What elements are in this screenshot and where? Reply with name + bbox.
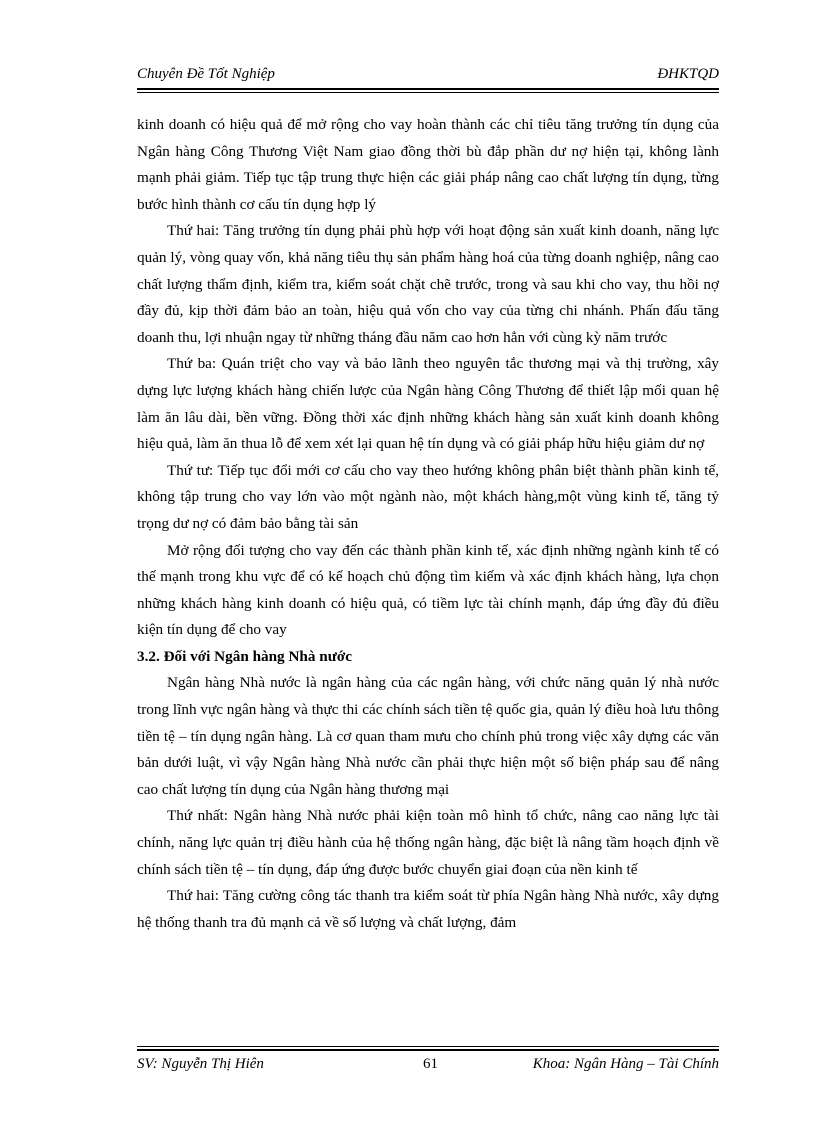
page-body — [137, 112, 719, 936]
footer-faculty: Khoa: Ngân Hàng – Tài Chính — [532, 1056, 719, 1072]
paragraph: kinh doanh có hiệu quả để mở rộng cho vay hoàn thành các chỉ tiêu tăng trưởng tín dụng của Ngân hàng Công Thương Việt Nam giao đồng thời bù đắp phần dư nợ hiện tại, không lành mạnh phải giảm. Tiếp tục tập trung thực hiện các giải pháp nâng cao chất lượng tín dụng, từng bước hình thành cơ cấu tín dụng hợp lý — [137, 116, 719, 213]
footer-rule-thin — [137, 1046, 719, 1047]
page-footer — [137, 1056, 719, 1076]
footer-student: SV: Nguyễn Thị Hiên — [137, 1056, 264, 1072]
footer-rule — [137, 1049, 719, 1051]
paragraph: Thứ tư: Tiếp tục đổi mới cơ cấu cho vay theo hướng không phân biệt thành phần kinh tế, không tập trung cho vay lớn vào một ngành nào, một khách hàng,một vùng kinh tế, tăng tỷ trọng dư nợ có đảm bảo bằng tài sản — [137, 461, 719, 532]
paragraph: Thứ hai: Tăng trưởng tín dụng phải phù hợp với hoạt động sản xuất kinh doanh, năng lực quản lý, vòng quay vốn, khả năng tiêu thụ sản phẩm hàng hoá của từng doanh nghiệp, nâng cao chất lượng thẩm định, kiểm tra, kiểm soát chặt chẽ trước, trong và sau khi cho vay, thu hồi nợ đầy đủ, kịp thời đảm bảo an toàn, hiệu quả vốn cho vay của từng chi nhánh. Phấn đấu tăng doanh thu, lợi nhuận ngay từ những tháng đầu năm cao hơn hẳn với cùng kỳ năm trước — [137, 222, 719, 346]
paragraph: Thứ hai: Tăng cường công tác thanh tra kiểm soát từ phía Ngân hàng Nhà nước, xây dựng hệ thống thanh tra đủ mạnh cả về số lượng và chất lượng, đảm — [137, 887, 719, 931]
paragraph: Thứ nhất: Ngân hàng Nhà nước phải kiện toàn mô hình tổ chức, nâng cao năng lực tài chính, năng lực quản trị điều hành của hệ thống ngân hàng, đặc biệt là nâng tầm hoạch định về chính sách tiền tệ – tín dụng, đáp ứng được bước chuyển giai đoạn của nền kinh tế — [137, 807, 719, 878]
paragraph: Thứ ba: Quán triệt cho vay và bảo lãnh theo nguyên tắc thương mại và thị trường, xây dựng lực lượng khách hàng chiến lược của Ngân hàng Công Thương để thiết lập mối quan hệ làm ăn lâu dài, bền vững. Đồng thời xác định những khách hàng sản xuất kinh doanh không hiệu quả, làm ăn thua lỗ để xem xét lại quan hệ tín dụng và có giải pháp hữu hiệu giảm dư nợ — [137, 355, 719, 453]
header-rule-thin — [137, 92, 719, 93]
paragraph: Mở rộng đối tượng cho vay đến các thành phần kinh tế, xác định những ngành kinh tế có thế mạnh trong khu vực để có kế hoạch chủ động tìm kiếm và xác định khách hàng, lựa chọn những khách hàng kinh doanh có hiệu quả, có tiềm lực tài chính mạnh, đáp ứng đầy đủ điều kiện tín dụng để cho vay — [137, 541, 719, 639]
page-header — [137, 66, 719, 86]
header-rule — [137, 88, 719, 90]
header-title: Chuyên Đề Tốt Nghiệp — [137, 66, 275, 82]
page-number: 61 — [423, 1056, 438, 1072]
paragraph: Ngân hàng Nhà nước là ngân hàng của các ngân hàng, với chức năng quản lý nhà nước trong lĩnh vực ngân hàng và thực thi các chính sách tiền tệ quốc gia, quản lý điều hoà lưu thông tiền tệ – tín dụng ngân hàng. Là cơ quan tham mưu cho chính phủ trong việc xây dựng các văn bản dưới luật, vì vậy Ngân hàng Nhà nước cần phải thực hiện một số biện pháp sau để nâng cao chất lượng tín dụng của Ngân hàng thương mại — [137, 674, 719, 798]
section-heading: 3.2. Đối với Ngân hàng Nhà nước — [137, 647, 352, 665]
header-institution: ĐHKTQD — [657, 66, 719, 82]
